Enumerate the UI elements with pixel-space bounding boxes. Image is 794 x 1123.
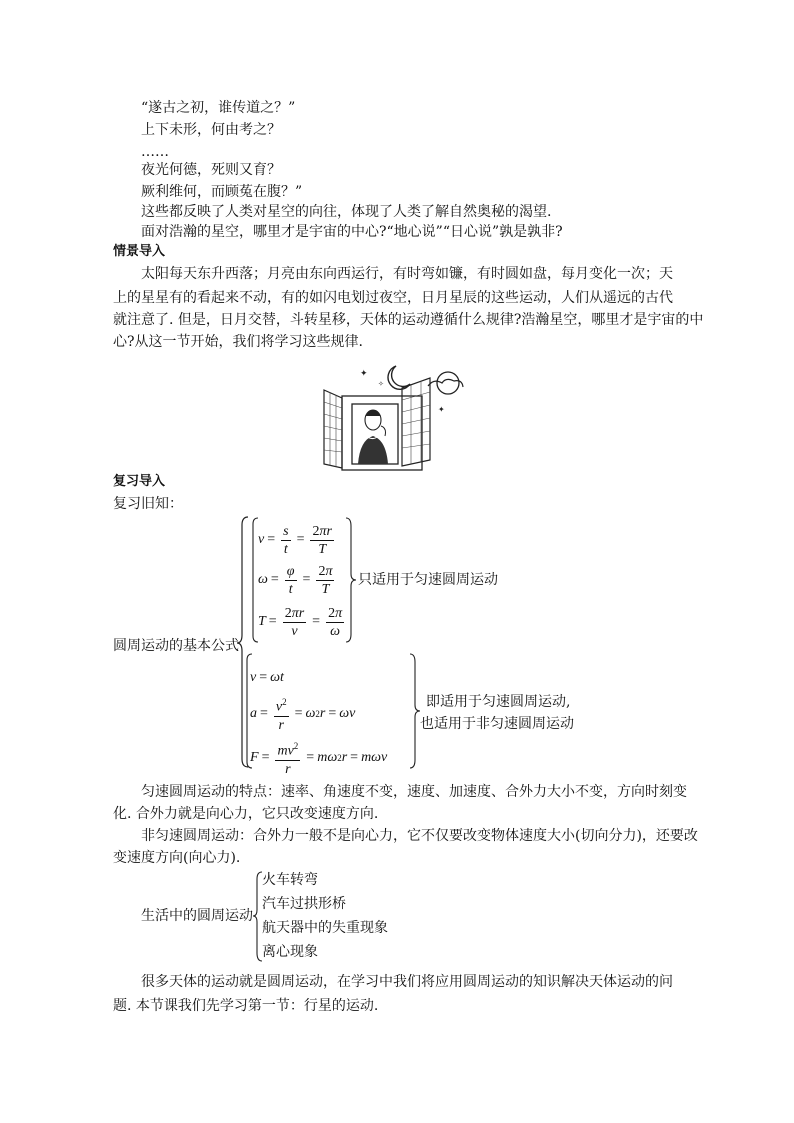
formula-group-label: 圆周运动的基本公式 — [113, 638, 239, 654]
life-item: 火车转弯 — [262, 872, 318, 888]
svg-text:✦: ✦ — [438, 405, 445, 414]
poem-line: 厥利维何，而顾菟在腹？” — [141, 184, 303, 200]
paragraph-line: 题. 本节课我们先学习第一节：行星的运动. — [113, 998, 379, 1014]
life-item: 汽车过拱形桥 — [262, 896, 346, 912]
formula-omega: ω = $\frac{\varphi}{t}$ = $\frac{2\pi}{T}$ — [258, 563, 333, 597]
section-heading: 情景导入 — [113, 244, 166, 259]
paragraph-line: 化. 合外力就是向心力，它只改变速度方向. — [113, 806, 379, 822]
paragraph-line: 非匀速圆周运动：合外力一般不是向心力，它不仅要改变物体速度大小(切向分力)，还要改 — [141, 828, 698, 844]
review-label: 复习旧知： — [113, 496, 183, 512]
intro-paragraph: 面对浩瀚的星空，哪里才是宇宙的中心?“地心说”“日心说”孰是孰非? — [141, 224, 563, 240]
both-note-1: 即适用于匀速圆周运动, — [426, 694, 571, 710]
formula-a: a = $\frac{v^2}{r}$ = ω 2 r = ωv — [250, 694, 355, 734]
paragraph-line: 心?从这一节开始，我们将学习这些规律. — [113, 334, 363, 350]
paragraph-line: 太阳每天东升西落；月亮由东向西运行，有时弯如镰，有时圆如盘，每月变化一次；天 — [141, 266, 673, 282]
section-heading: 复习导入 — [113, 474, 166, 489]
life-label: 生活中的圆周运动 — [141, 908, 253, 924]
svg-text:✧: ✧ — [378, 380, 384, 388]
life-item: 航天器中的失重现象 — [262, 920, 388, 936]
paragraph-line: 匀速圆周运动的特点：速率、角速度不变，速度、加速度、合外力大小不变，方向时刻变 — [141, 784, 687, 800]
poem-line: “遂古之初，谁传道之？” — [141, 100, 296, 116]
paragraph-line: 很多天体的运动就是圆周运动，在学习中我们将应用圆周运动的知识解决天体运动的问 — [141, 974, 673, 990]
poem-line: 夜光何德，死则又育？ — [141, 162, 281, 178]
astronomer-illustration — [318, 356, 478, 472]
lower-right-brace — [408, 652, 422, 770]
formula-v: v = $\frac{s}{t}$ = $\frac{2\pi r}{T}$ — [258, 523, 332, 557]
paragraph-line: 变速度方向(向心力). — [113, 850, 241, 866]
both-note-2: 也适用于非匀速圆周运动 — [420, 716, 574, 732]
poem-line: …… — [141, 144, 169, 160]
sun-icon — [437, 372, 459, 394]
life-item: 离心现象 — [262, 944, 318, 960]
paragraph-line: 上的星星有的看起来不动，有的如闪电划过夜空，日月星辰的这些运动，人们从遥远的古代 — [113, 290, 673, 306]
formula-F: F = $\frac{mv^2}{r}$ = mω 2 r = mωv — [250, 738, 387, 778]
poem-line: 上下未形，何由考之？ — [141, 122, 281, 138]
paragraph-line: 就注意了. 但是，日月交替，斗转星移，天体的运动遵循什么规律?浩瀚星空，哪里才是宇宙的中 — [113, 312, 704, 328]
formula-T: T = $\frac{2\pi r}{v}$ = $\frac{2\pi}{\omega}$ — [258, 605, 343, 639]
uniform-only-note: 只适用于匀速圆周运动 — [358, 572, 498, 588]
svg-text:✦: ✦ — [360, 369, 368, 379]
formula-v-omega: v = ωt — [250, 670, 284, 685]
intro-paragraph: 这些都反映了人类对星空的向往，体现了人类了解自然奥秘的渴望. — [141, 204, 552, 220]
